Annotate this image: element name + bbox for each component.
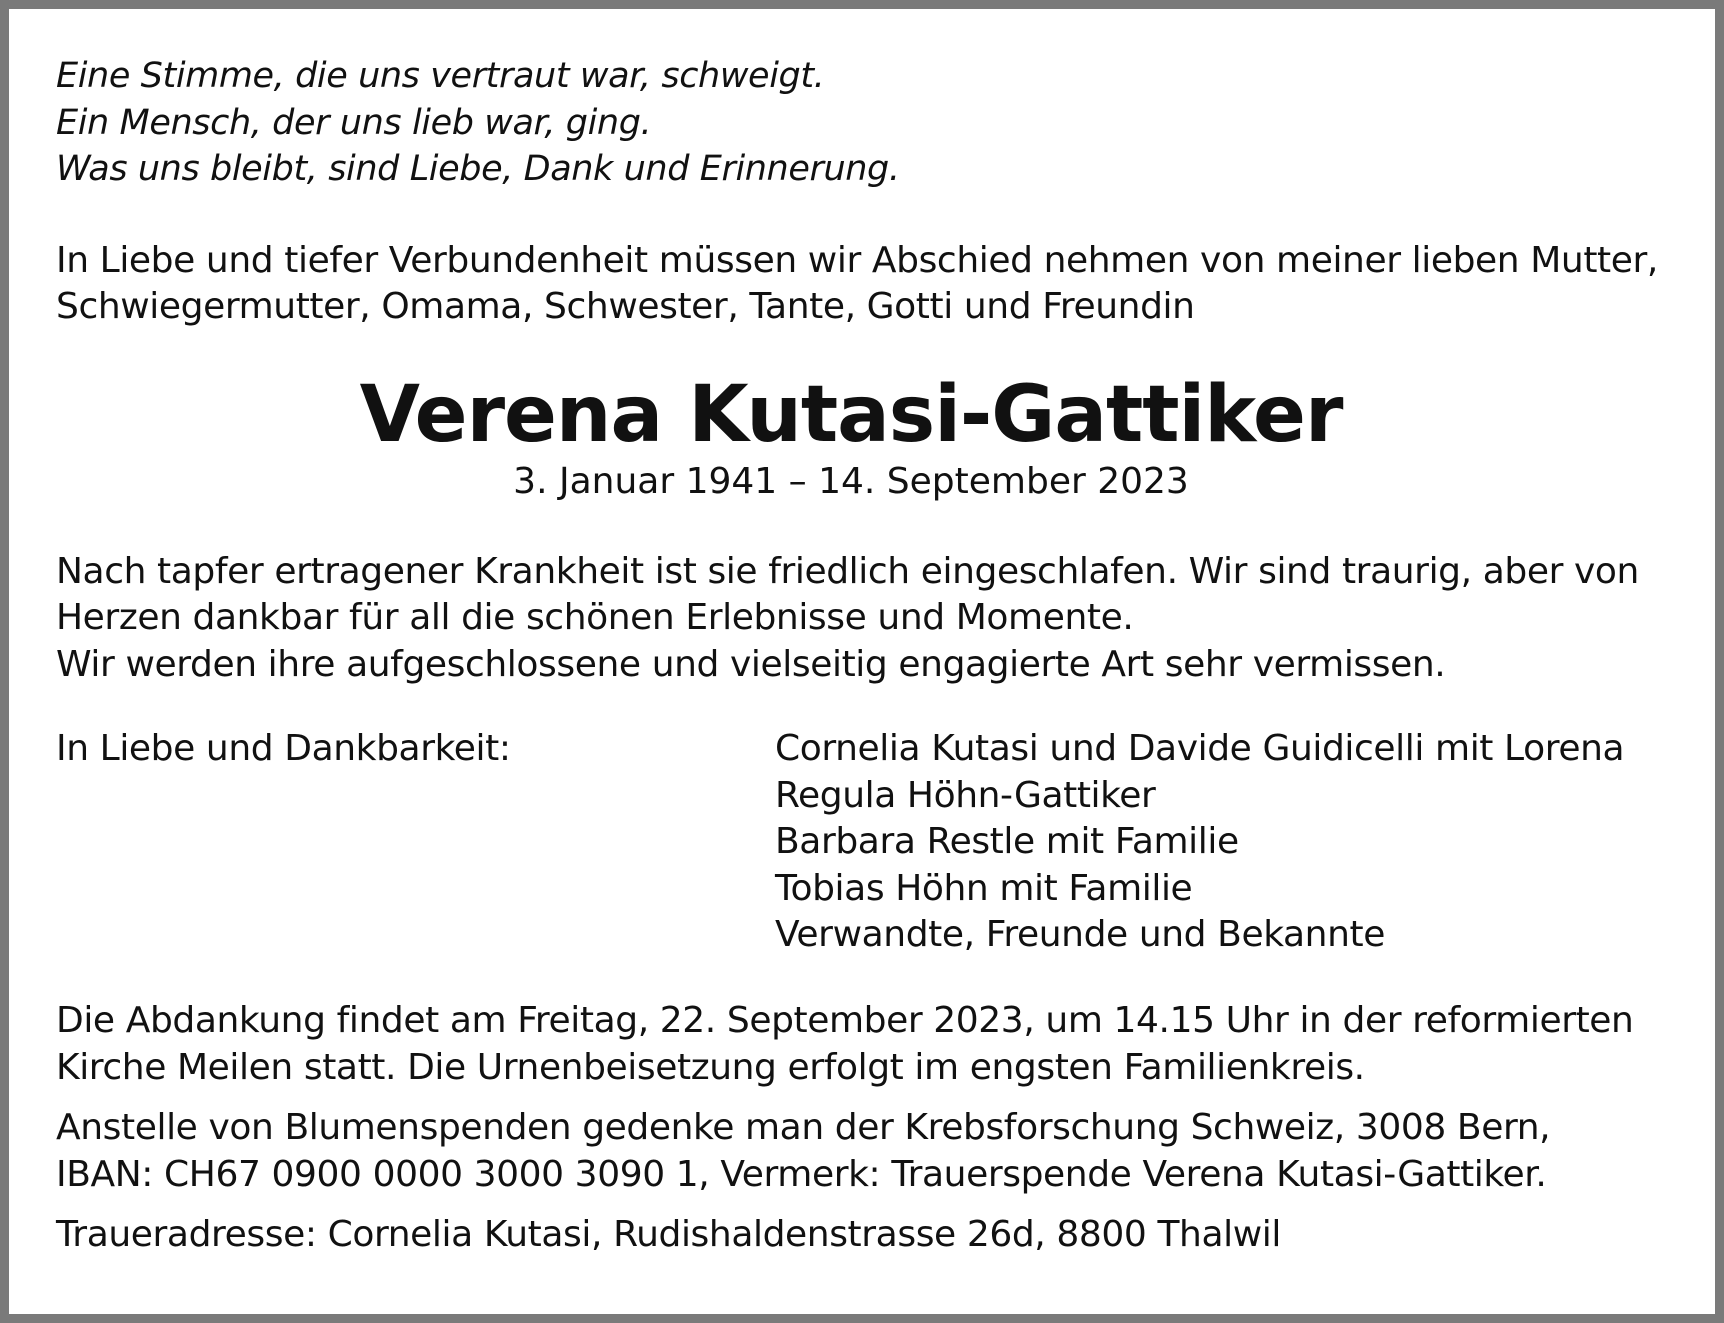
mourner-name: Barbara Restle mit Familie [775,821,1239,862]
mourner-name: Tobias Höhn mit Familie [775,867,1193,909]
donation-info [56,1105,1686,1198]
service-line: Die Abdankung findet am Freitag, 22. September 2023, um 14.15 Uhr in der reformierten [56,1000,1634,1041]
message-line: Herzen dankbar für all die schönen Erlebnisse und Momente. [56,597,1134,638]
service-line: Kirche Meilen statt. Die Urnenbeisetzung erfolgt im engsten Familienkreis. [56,1046,1365,1088]
farewell-intro [56,238,1686,331]
verse-line: Was uns bleibt, sind Liebe, Dank und Erinnerung. [56,149,900,189]
message-line: Nach tapfer ertragener Krankheit ist sie friedlich eingeschlafen. Wir sind traurig, aber von [56,550,1639,592]
verse-line: Ein Mensch, der uns lieb war, ging. [56,102,652,143]
donation-line: Anstelle von Blumenspenden gedenke man der Krebsforschung Schweiz, 3008 Bern, [56,1107,1551,1148]
mourners-list [775,726,1624,959]
message-line: Wir werden ihre aufgeschlossene und vielseitig engagierte Art sehr vermissen. [56,643,1446,685]
memorial-verse [56,53,1686,193]
farewell-message [56,549,1686,689]
verse-line: Eine Stimme, die uns vertraut war, schweigt. [56,56,825,96]
mourner-name: Regula Höhn-Gattiker [775,774,1156,816]
life-dates: 3. Januar 1941 – 14. September 2023 [513,460,1189,502]
intro-line: In Liebe und tiefer Verbundenheit müssen wir Abschied nehmen von meiner lieben Mutter, [56,239,1658,281]
mourner-name: Cornelia Kutasi und Davide Guidicelli mit Lorena [775,728,1625,769]
obituary-notice [9,9,1715,1314]
donation-line: IBAN: CH67 0900 0000 3000 3090 1, Vermerk: Trauerspende Verena Kutasi-Gattiker. [56,1153,1547,1195]
mourner-name: Verwandte, Freunde und Bekannte [775,914,1385,955]
intro-line: Schwiegermutter, Omama, Schwester, Tante, Gotti und Freundin [56,286,1195,327]
notice-content [56,53,1686,1259]
mourning-address [56,1212,1686,1259]
deceased-name: Verena Kutasi-Gattiker [359,369,1343,460]
mourners-label: In Liebe und Dankbarkeit: [56,728,511,769]
address-line: Traueradresse: Cornelia Kutasi, Rudishaldenstrasse 26d, 8800 Thalwil [56,1214,1281,1255]
mourners-block [56,726,1686,962]
funeral-service-info [56,998,1686,1091]
